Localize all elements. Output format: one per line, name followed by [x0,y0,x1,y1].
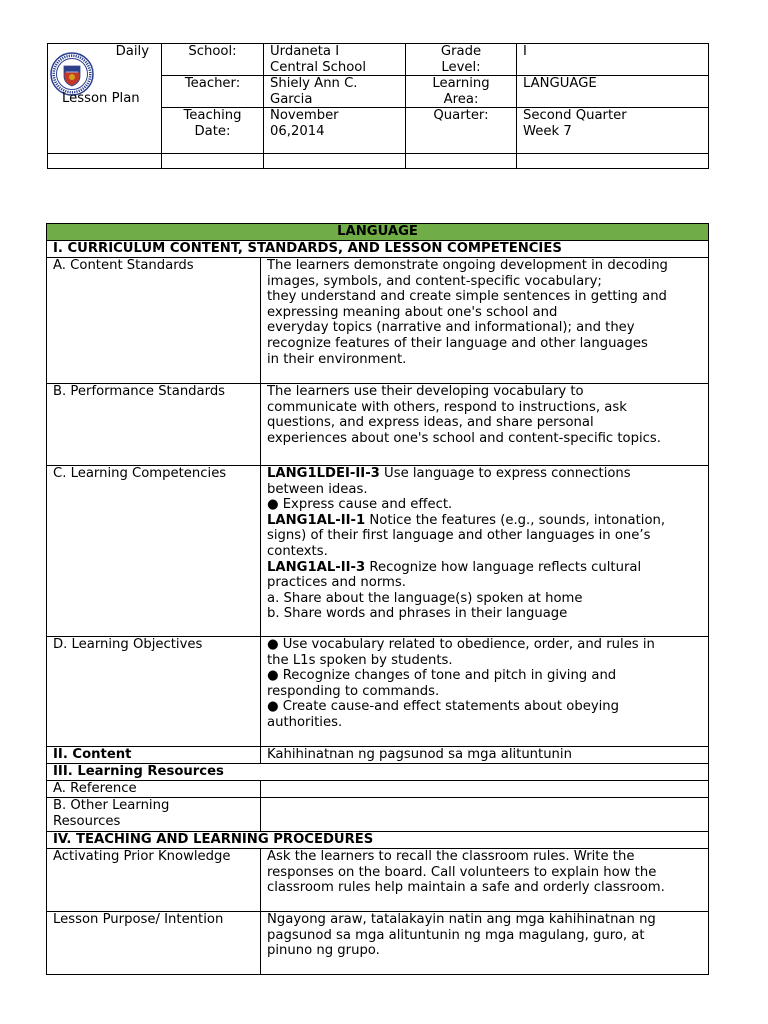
deped-seal-icon [50,52,94,96]
content-standards-text: The learners demonstrate ongoing development in decoding images, symbols, and content-specific vocabulary; they understand and create simple sentences in getting and expressing meaning about one's school and everyday topics (narrative and informational); and they recognize features of their language and other languages in their environment. [261,258,709,384]
school-label: School: [162,44,264,76]
section-resources-heading: III. Learning Resources [47,764,709,781]
learning-competencies-text: LANG1LDEI-II-3 Use language to express connections between ideas. ● Express cause and effect. LANG1AL-II-1 Notice the features (e.g., sounds, intonation, signs) of their first language and other languages in one’s contexts. LANG1AL-II-3 Recognize how language reflects cultural practices and norms. a. Share about the language(s) spoken at home b. Share words and phrases in their language [261,466,709,637]
teaching-date-value: November 06,2014 [264,108,406,154]
title-cell [48,44,162,154]
grade-value: I [517,44,709,76]
subject-banner: LANGUAGE [47,224,709,241]
empty-cell [162,154,264,169]
other-resources-value [261,798,709,832]
teaching-date-label: Teaching Date: [162,108,264,154]
empty-cell [517,154,709,169]
empty-cell [48,154,162,169]
learning-objectives-text: ● Use vocabulary related to obedience, order, and rules in the L1s spoken by students. ● Recognize changes of tone and pitch in giving and responding to commands. ● Create cause-and effect statements about obeying authorities. [261,637,709,747]
section-curriculum-heading: I. CURRICULUM CONTENT, STANDARDS, AND LESSON COMPETENCIES [47,241,709,258]
content-value: Kahihinatnan ng pagsunod sa mga alituntunin [261,747,709,764]
competency-code-1: LANG1LDEI-II-3 [267,466,380,481]
content-label: II. Content [47,747,261,764]
prior-knowledge-label: Activating Prior Knowledge [47,849,261,912]
prior-knowledge-text: Ask the learners to recall the classroom rules. Write the responses on the board. Call volunteers to explain how the classroom rules help maintain a safe and orderly classroom. [261,849,709,912]
empty-cell [264,154,406,169]
learning-area-label: Learning Area: [406,76,517,108]
school-value [264,44,406,76]
daily-label: Daily [115,44,149,59]
performance-standards-text: The learners use their developing vocabulary to communicate with others, respond to instructions, ask questions, and express ideas, and share personal experiences about one's school and content-specific topics. [261,384,709,466]
section-procedures-heading: IV. TEACHING AND LEARNING PROCEDURES [47,832,709,849]
quarter-label: Quarter: [406,108,517,154]
teacher-label: Teacher: [162,76,264,108]
learning-competencies-label: C. Learning Competencies [47,466,261,637]
school-value-line-1: Urdaneta I [270,44,340,59]
header-table [47,43,709,169]
quarter-value: Second Quarter Week 7 [517,108,709,154]
learning-area-value: LANGUAGE [517,76,709,108]
reference-label: A. Reference [47,781,261,798]
empty-cell [406,154,517,169]
reference-value [261,781,709,798]
teacher-value: Shiely Ann C. Garcia [264,76,406,108]
lesson-purpose-label: Lesson Purpose/ Intention [47,912,261,975]
lesson-purpose-text: Ngayong araw, tatalakayin natin ang mga kahihinatnan ng pagsunod sa mga alituntunin ng mga magulang, guro, at pinuno ng grupo. [261,912,709,975]
lesson-plan-label: Lesson Plan [62,91,140,106]
grade-label: Grade Level: [406,44,517,76]
learning-objectives-label: D. Learning Objectives [47,637,261,747]
competency-code-2: LANG1AL-II-1 [267,512,366,528]
school-value-line-2: Central School [270,59,366,75]
content-standards-label: A. Content Standards [47,258,261,384]
competency-code-3: LANG1AL-II-3 [267,559,366,575]
performance-standards-label: B. Performance Standards [47,384,261,466]
other-resources-label: B. Other Learning Resources [47,798,261,832]
lesson-table [46,223,709,975]
